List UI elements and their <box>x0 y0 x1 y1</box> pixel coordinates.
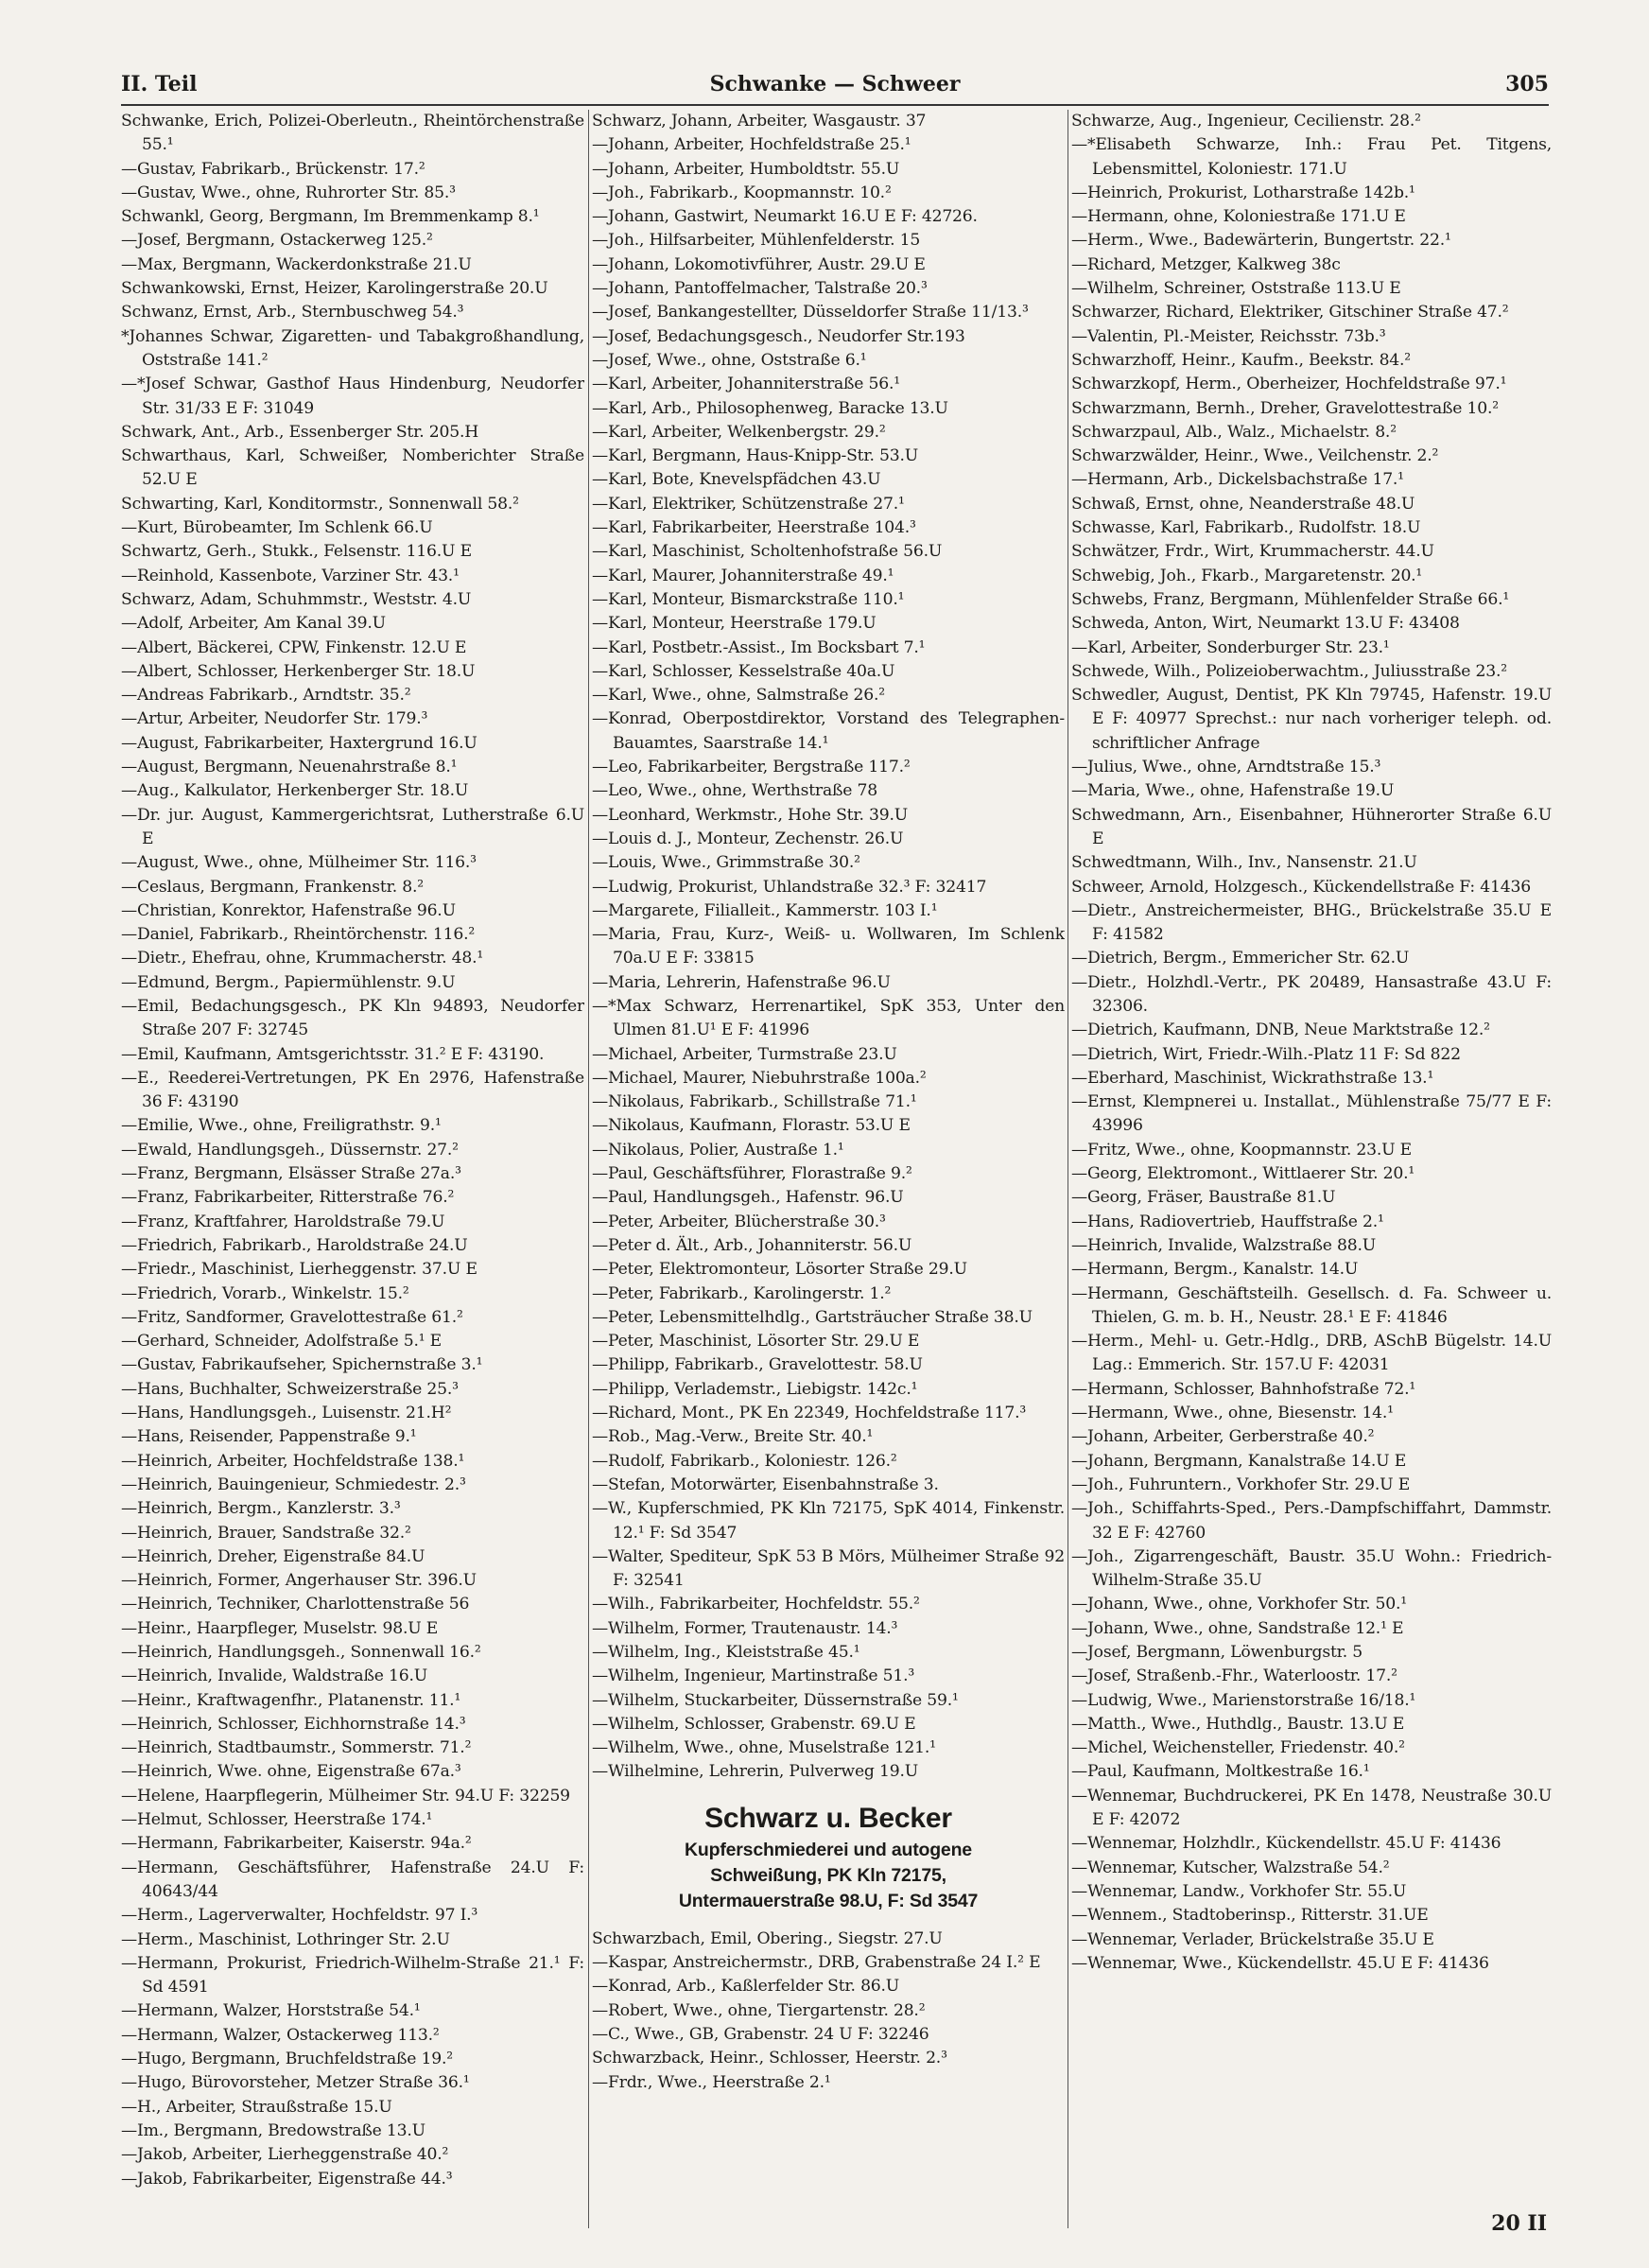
directory-entry: —Heinrich, Bauingenieur, Schmiedestr. 2.³ <box>121 1474 466 1494</box>
directory-entry: —Peter d. Ält., Arb., Johanniterstr. 56.U <box>592 1235 912 1255</box>
directory-entry: —Ewald, Handlungsgeh., Düssernstr. 27.² <box>121 1140 459 1160</box>
directory-entry: Schwätzer, Frdr., Wirt, Krummacherstr. 44.U <box>1071 542 1434 562</box>
directory-entry: —Gustav, Wwe., ohne, Ruhrorter Str. 85.³ <box>121 183 456 202</box>
directory-entry: —Philipp, Fabrikarb., Gravelottestr. 58.U <box>592 1355 923 1375</box>
directory-entry: —Heinrich, Techniker, Charlottenstraße 56 <box>121 1595 470 1614</box>
directory-entry: —Dietrich, Wirt, Friedr.-Wilh.-Platz 11 F: Sd 822 <box>1071 1044 1461 1064</box>
directory-entry: —Heinrich, Invalide, Walzstraße 88.U <box>1071 1235 1377 1255</box>
directory-entry: —Paul, Geschäftsführer, Florastraße 9.² <box>592 1164 912 1184</box>
directory-entry: —Eberhard, Maschinist, Wickrathstraße 13.¹ <box>1071 1068 1434 1088</box>
directory-entry: —Peter, Arbeiter, Blücherstraße 30.³ <box>592 1212 886 1231</box>
directory-entry: —Hans, Buchhalter, Schweizerstraße 25.³ <box>121 1379 459 1399</box>
directory-entry: —Dietrich, Kaufmann, DNB, Neue Marktstraße 12.² <box>1071 1021 1490 1040</box>
directory-entry: —Heinrich, Brauer, Sandstraße 32.² <box>121 1523 411 1543</box>
directory-entry: —Dietrich, Bergm., Emmericher Str. 62.U <box>1071 949 1410 968</box>
directory-entry: —Konrad, Oberpostdirektor, Vorstand des Telegraphen-Bauamtes, Saarstraße 14.¹ <box>592 709 1065 753</box>
advertisement-line: Kupferschmiederei und autogene <box>685 1839 972 1860</box>
directory-entry: —Gustav, Fabrikarb., Brückenstr. 17.² <box>121 159 425 179</box>
directory-entry: —Peter, Maschinist, Lösorter Str. 29.U E <box>592 1332 920 1352</box>
directory-entry: —Wennemar, Kutscher, Walzstraße 54.² <box>1071 1858 1390 1877</box>
directory-entry: —August, Fabrikarbeiter, Haxtergrund 16.U <box>121 733 477 753</box>
directory-entry: —Johann, Arbeiter, Gerberstraße 40.² <box>1071 1427 1375 1447</box>
directory-entry: —Leo, Fabrikarbeiter, Bergstraße 117.² <box>592 758 911 777</box>
directory-entry: —Peter, Fabrikarb., Karolingerstr. 1.² <box>592 1283 892 1303</box>
directory-entry: —Wennemar, Buchdruckerei, PK En 1478, Neustraße 30.U E F: 42072 <box>1071 1786 1552 1830</box>
directory-entry: —August, Wwe., ohne, Mülheimer Str. 116.³ <box>121 853 477 873</box>
directory-entry: Schwarze, Aug., Ingenieur, Cecilienstr. 28.² <box>1071 112 1421 131</box>
directory-entry: —Ceslaus, Bergmann, Frankenstr. 8.² <box>121 877 424 897</box>
directory-entry: Schwarzkopf, Herm., Oberheizer, Hochfeldstraße 97.¹ <box>1071 375 1507 394</box>
directory-entry: —Joh., Schiffahrts-Sped., Pers.-Dampfschiffahrt, Dammstr. 32 E F: 42760 <box>1071 1499 1552 1543</box>
signature-mark: 20 II <box>1491 2211 1547 2236</box>
directory-entry: —Nikolaus, Polier, Austraße 1.¹ <box>592 1140 844 1160</box>
directory-entry: Schwark, Ant., Arb., Essenberger Str. 205.H <box>121 422 479 442</box>
directory-entry: —Karl, Fabrikarbeiter, Heerstraße 104.³ <box>592 518 916 538</box>
directory-entry: —Emilie, Wwe., ohne, Freiligrathstr. 9.¹ <box>121 1116 442 1136</box>
directory-entry: —Richard, Metzger, Kalkweg 38c <box>1071 254 1341 274</box>
directory-entry: Schwarz, Adam, Schuhmmstr., Weststr. 4.U <box>121 589 472 609</box>
directory-entry: —Adolf, Arbeiter, Am Kanal 39.U <box>121 614 386 634</box>
directory-entry: —Jakob, Arbeiter, Lierheggenstraße 40.² <box>121 2145 449 2165</box>
directory-entry: —Andreas Fabrikarb., Arndtstr. 35.² <box>121 686 411 706</box>
directory-entry: Schwankowski, Ernst, Heizer, Karolingerstraße 20.U <box>121 279 548 299</box>
directory-entry: —Frdr., Wwe., Heerstraße 2.¹ <box>592 2072 831 2092</box>
directory-entry: —Hermann, Prokurist, Friedrich-Wilhelm-Straße 21.¹ F: Sd 4591 <box>121 1953 584 1998</box>
directory-entry: Schweer, Arnold, Holzgesch., Kückendellstraße F: 41436 <box>1071 877 1531 897</box>
directory-entry: —Konrad, Arb., Kaßlerfelder Str. 86.U <box>592 1977 900 1997</box>
directory-entry: —Helmut, Schlosser, Heerstraße 174.¹ <box>121 1810 433 1830</box>
directory-entry: —Josef, Bergmann, Ostackerweg 125.² <box>121 231 433 251</box>
directory-entry: —Hermann, Geschäftsteilh. Gesellsch. d. Fa. Schweer u. Thielen, G. m. b. H., Neustr. 28.¹ E F: 41846 <box>1071 1283 1552 1327</box>
directory-entry: Schwanke, Erich, Polizei-Oberleutn., Rheintörchenstraße 55.¹ <box>121 112 584 155</box>
directory-entry: —Leonhard, Werkmstr., Hohe Str. 39.U <box>592 805 909 825</box>
directory-entry: —Maria, Frau, Kurz-, Weiß- u. Wollwaren, Im Schlenk 70a.U E F: 33815 <box>592 925 1065 968</box>
directory-entry: —Herm., Mehl- u. Getr.-Hdlg., DRB, ASchB Bügelstr. 14.U Lag.: Emmerich. Str. 157.U F: 42031 <box>1071 1332 1552 1375</box>
entries-bottom <box>592 1928 1065 2095</box>
directory-entry: *Johannes Schwar, Zigaretten- und Tabakgroßhandlung, Oststraße 141.² <box>121 326 584 370</box>
directory-entry: —Gustav, Fabrikaufseher, Spichernstraße 3.¹ <box>121 1355 483 1375</box>
directory-entry: —Dietr., Holzhdl.-Vertr., PK 20489, Hansastraße 43.U F: 32306. <box>1071 972 1552 1016</box>
entries-top <box>592 110 1065 1785</box>
header-rule <box>121 104 1549 106</box>
directory-entry: —Joh., Fabrikarb., Koopmannstr. 10.² <box>592 183 892 202</box>
directory-entry: —Johann, Bergmann, Kanalstraße 14.U E <box>1071 1451 1407 1471</box>
directory-entry: —Louis d. J., Monteur, Zechenstr. 26.U <box>592 829 904 848</box>
directory-entry: —Leo, Wwe., ohne, Werthstraße 78 <box>592 781 877 801</box>
directory-entry: —Ernst, Klempnerei u. Installat., Mühlenstraße 75/77 E F: 43996 <box>1071 1092 1552 1136</box>
directory-entry: Schwedtmann, Wilh., Inv., Nansenstr. 21.U <box>1071 853 1417 873</box>
directory-entry: —Dietr., Anstreichermeister, BHG., Brückelstraße 35.U E F: 41582 <box>1071 900 1552 945</box>
directory-entry: —Georg, Fräser, Baustraße 81.U <box>1071 1188 1336 1208</box>
directory-entry: —Karl, Maschinist, Scholtenhofstraße 56.U <box>592 542 943 562</box>
directory-entry: —Johann, Wwe., ohne, Vorkhofer Str. 50.¹ <box>1071 1595 1407 1614</box>
directory-entry: —Hugo, Bürovorsteher, Metzer Straße 36.¹ <box>121 2073 470 2093</box>
directory-entry: —Herm., Lagerverwalter, Hochfeldstr. 97 I.³ <box>121 1906 478 1926</box>
directory-entry: —Edmund, Bergm., Papiermühlenstr. 9.U <box>121 972 456 992</box>
directory-entry: —Julius, Wwe., ohne, Arndtstraße 15.³ <box>1071 758 1381 777</box>
directory-entry: —Robert, Wwe., ohne, Tiergartenstr. 28.² <box>592 2000 926 2020</box>
directory-entry: —Hermann, Schlosser, Bahnhofstraße 72.¹ <box>1071 1379 1416 1399</box>
directory-entry: —Hans, Radiovertrieb, Hauffstraße 2.¹ <box>1071 1212 1384 1231</box>
directory-entry: —Josef, Bergmann, Löwenburgstr. 5 <box>1071 1643 1363 1662</box>
directory-entry: Schwarthaus, Karl, Schweißer, Nomberichter Straße 52.U E <box>121 446 584 490</box>
directory-entry: —Matth., Wwe., Huthdlg., Baustr. 13.U E <box>1071 1714 1405 1734</box>
directory-entry: Schwarz, Johann, Arbeiter, Wasgaustr. 37 <box>592 112 927 131</box>
directory-entry: —H., Arbeiter, Straußstraße 15.U <box>121 2097 392 2117</box>
column-left <box>121 110 584 2228</box>
directory-entry: —Heinrich, Former, Angerhauser Str. 396.U <box>121 1571 477 1591</box>
directory-entry: Schwanz, Ernst, Arb., Sternbuschweg 54.³ <box>121 303 464 323</box>
directory-entry: —Dietr., Ehefrau, ohne, Krummacherstr. 48.¹ <box>121 949 484 968</box>
directory-entry: —Karl, Arbeiter, Sonderburger Str. 23.¹ <box>1071 637 1390 657</box>
directory-entry: —Paul, Kaufmann, Moltkestraße 16.¹ <box>1071 1762 1370 1782</box>
directory-entry: —Josef, Bedachungsgesch., Neudorfer Str.193 <box>592 326 965 346</box>
directory-entry: —Heinrich, Arbeiter, Hochfeldstraße 138.¹ <box>121 1451 465 1471</box>
directory-entry: —Valentin, Pl.-Meister, Reichsstr. 73b.³ <box>1071 326 1386 346</box>
directory-entry: —Wilh., Fabrikarbeiter, Hochfeldstr. 55.² <box>592 1595 920 1614</box>
directory-entry: Schwedmann, Arn., Eisenbahner, Hühnerorter Straße 6.U E <box>1071 805 1552 848</box>
directory-entry: —Philipp, Verlademstr., Liebigstr. 142c.¹ <box>592 1379 918 1399</box>
directory-entry: —Jakob, Fabrikarbeiter, Eigenstraße 44.³ <box>121 2169 453 2189</box>
directory-entry: —Karl, Arb., Philosophenweg, Baracke 13.U <box>592 398 948 418</box>
directory-entry: —Hermann, Fabrikarbeiter, Kaiserstr. 94a.² <box>121 1834 472 1854</box>
directory-entry: —Karl, Bergmann, Haus-Knipp-Str. 53.U <box>592 446 919 466</box>
directory-entry: —Johann, Gastwirt, Neumarkt 16.U E F: 42726. <box>592 207 978 227</box>
advertisement-title: Schwarz u. Becker <box>704 1802 952 1834</box>
directory-entry: —Max, Bergmann, Wackerdonkstraße 21.U <box>121 254 472 274</box>
directory-entry: —Heinr., Kraftwagenfhr., Platanenstr. 11.¹ <box>121 1690 461 1710</box>
directory-entry: —Walter, Spediteur, SpK 53 B Mörs, Mülheimer Straße 92 F: 32541 <box>592 1546 1065 1591</box>
directory-entry: —Stefan, Motorwärter, Eisenbahnstraße 3. <box>592 1474 939 1494</box>
directory-entry: —Im., Bergmann, Bredowstraße 13.U <box>121 2120 425 2140</box>
directory-entry: —Fritz, Sandformer, Gravelottestraße 61.² <box>121 1307 463 1327</box>
directory-entry: —Dr. jur. August, Kammergerichtsrat, Lutherstraße 6.U E <box>121 805 584 848</box>
directory-entry: —Heinrich, Prokurist, Lotharstraße 142b.¹ <box>1071 183 1415 202</box>
directory-entry: —Karl, Wwe., ohne, Salmstraße 26.² <box>592 686 885 706</box>
directory-entry: —Albert, Schlosser, Herkenberger Str. 18.U <box>121 661 476 681</box>
directory-entry: —Franz, Kraftfahrer, Haroldstraße 79.U <box>121 1212 445 1231</box>
directory-entry: —Heinrich, Dreher, Eigenstraße 84.U <box>121 1546 425 1566</box>
directory-entry: —*Max Schwarz, Herrenartikel, SpK 353, Unter den Ulmen 81.U¹ E F: 41996 <box>592 996 1065 1040</box>
section-label: II. Teil <box>121 72 198 96</box>
directory-entry: —Hermann, Geschäftsführer, Hafenstraße 24.U F: 40643/44 <box>121 1858 584 1901</box>
directory-entry: —Louis, Wwe., Grimmstraße 30.² <box>592 853 860 873</box>
directory-entry: —Heinrich, Schlosser, Eichhornstraße 14.³ <box>121 1714 466 1734</box>
directory-entry: —Kurt, Bürobeamter, Im Schlenk 66.U <box>121 518 433 538</box>
directory-entry: —Nikolaus, Fabrikarb., Schillstraße 71.¹ <box>592 1092 917 1112</box>
directory-entry: —August, Bergmann, Neuenahrstraße 8.¹ <box>121 758 458 777</box>
directory-entry: —Hermann, Wwe., ohne, Biesenstr. 14.¹ <box>1071 1404 1394 1423</box>
directory-entry: Schwarzbach, Emil, Obering., Siegstr. 27.U <box>592 1928 943 1948</box>
directory-entry: —Friedr., Maschinist, Lierheggenstr. 37.U E <box>121 1260 477 1280</box>
directory-entry: —Joh., Hilfsarbeiter, Mühlenfelderstr. 15 <box>592 231 921 251</box>
directory-entry: —Heinrich, Handlungsgeh., Sonnenwall 16.² <box>121 1643 481 1662</box>
directory-entry: —Ludwig, Prokurist, Uhlandstraße 32.³ F: 32417 <box>592 877 987 897</box>
directory-entry: —Hugo, Bergmann, Bruchfeldstraße 19.² <box>121 2050 453 2069</box>
directory-entry: —Wilhelm, Schlosser, Grabenstr. 69.U E <box>592 1714 916 1734</box>
directory-entry: —Herm., Maschinist, Lothringer Str. 2.U <box>121 1929 450 1949</box>
directory-entry: —Karl, Schlosser, Kesselstraße 40a.U <box>592 661 895 681</box>
directory-entry: —Karl, Arbeiter, Johanniterstraße 56.¹ <box>592 375 900 394</box>
advertisement-line: Untermauerstraße 98.U, F: Sd 3547 <box>678 1890 979 1911</box>
advertisement-line: Schweißung, PK Kln 72175, <box>710 1864 946 1886</box>
directory-entry: —*Elisabeth Schwarze, Inh.: Frau Pet. Titgens, Lebensmittel, Koloniestr. 171.U <box>1071 135 1552 179</box>
directory-entry: —*Josef Schwar, Gasthof Haus Hindenburg, Neudorfer Str. 31/33 E F: 31049 <box>121 375 584 418</box>
directory-entry: Schwebig, Joh., Fkarb., Margaretenstr. 20.¹ <box>1071 566 1423 585</box>
directory-entry: —Hans, Handlungsgeh., Luisenstr. 21.H² <box>121 1404 452 1423</box>
directory-entry: Schwarzhoff, Heinr., Kaufm., Beekstr. 84.² <box>1071 350 1411 370</box>
directory-entry: —Hermann, ohne, Koloniestraße 171.U E <box>1071 207 1406 227</box>
directory-entry: —W., Kupferschmied, PK Kln 72175, SpK 4014, Finkenstr. 12.¹ F: Sd 3547 <box>592 1499 1065 1543</box>
column-divider <box>588 110 589 2228</box>
directory-entry: —Franz, Fabrikarbeiter, Ritterstraße 76.² <box>121 1188 455 1208</box>
directory-entry: —Josef, Wwe., ohne, Oststraße 6.¹ <box>592 350 867 370</box>
directory-entry: Schwarting, Karl, Konditormstr., Sonnenwall 58.² <box>121 494 519 514</box>
directory-entry: —Wilhelm, Wwe., ohne, Muselstraße 121.¹ <box>592 1738 936 1758</box>
directory-entry: —Michael, Maurer, Niebuhrstraße 100a.² <box>592 1068 927 1088</box>
directory-entry: —Maria, Lehrerin, Hafenstraße 96.U <box>592 972 891 992</box>
directory-entry: —Heinr., Haarpfleger, Muselstr. 98.U E <box>121 1618 439 1638</box>
directory-entry: —Wilhelmine, Lehrerin, Pulverweg 19.U <box>592 1762 918 1782</box>
directory-entry: —Joh., Zigarrengeschäft, Baustr. 35.U Wohn.: Friedrich-Wilhelm-Straße 35.U <box>1071 1546 1552 1591</box>
directory-entry: —Karl, Monteur, Bismarckstraße 110.¹ <box>592 589 905 609</box>
directory-entry: Schwarzmann, Bernh., Dreher, Gravelottestraße 10.² <box>1071 398 1499 418</box>
directory-entry: —Heinrich, Bergm., Kanzlerstr. 3.³ <box>121 1499 401 1519</box>
directory-entry: Schwebs, Franz, Bergmann, Mühlenfelder Straße 66.¹ <box>1071 589 1510 609</box>
directory-entry: —Karl, Maurer, Johanniterstraße 49.¹ <box>592 566 894 585</box>
directory-entry: —C., Wwe., GB, Grabenstr. 24 U F: 32246 <box>592 2024 929 2044</box>
directory-entry: Schwarzwälder, Heinr., Wwe., Veilchenstr. 2.² <box>1071 446 1439 466</box>
directory-entry: Schwaß, Ernst, ohne, Neanderstraße 48.U <box>1071 494 1415 514</box>
directory-entry: Schwarzer, Richard, Elektriker, Gitschiner Straße 47.² <box>1071 303 1509 323</box>
directory-entry: —Ludwig, Wwe., Marienstorstraße 16/18.¹ <box>1071 1690 1416 1710</box>
page-number: 305 <box>1505 72 1549 96</box>
directory-entry: Schwede, Wilh., Polizeioberwachtm., Juliusstraße 23.² <box>1071 661 1507 681</box>
directory-entry: —Karl, Elektriker, Schützenstraße 27.¹ <box>592 494 905 514</box>
directory-entry: —Hermann, Arb., Dickelsbachstraße 17.¹ <box>1071 470 1404 490</box>
running-title: Schwanke — Schweer <box>709 72 961 96</box>
directory-entry: —Johann, Lokomotivführer, Austr. 29.U E <box>592 254 926 274</box>
directory-entry: —Johann, Wwe., ohne, Sandstraße 12.¹ E <box>1071 1618 1404 1638</box>
directory-entry: —Reinhold, Kassenbote, Varziner Str. 43.¹ <box>121 566 460 585</box>
directory-entry: —Margarete, Filialleit., Kammerstr. 103 I.¹ <box>592 900 938 920</box>
advertisement <box>592 1800 1065 1914</box>
directory-entry: —Nikolaus, Kaufmann, Florastr. 53.U E <box>592 1116 911 1136</box>
directory-entry: —Josef, Straßenb.-Fhr., Waterloostr. 17.² <box>1071 1666 1397 1686</box>
directory-entry: Schweda, Anton, Wirt, Neumarkt 13.U F: 43408 <box>1071 614 1460 634</box>
page-header <box>121 66 1549 108</box>
directory-entry: —Karl, Postbetr.-Assist., Im Bocksbart 7.¹ <box>592 637 926 657</box>
directory-entry: —Albert, Bäckerei, CPW, Finkenstr. 12.U E <box>121 637 467 657</box>
directory-entry: —Heinrich, Wwe. ohne, Eigenstraße 67a.³ <box>121 1762 461 1782</box>
directory-entry: —Christian, Konrektor, Hafenstraße 96.U <box>121 900 456 920</box>
directory-entry: —Franz, Bergmann, Elsässer Straße 27a.³ <box>121 1164 461 1184</box>
directory-entry: —E., Reederei-Vertretungen, PK En 2976, Hafenstraße 36 F: 43190 <box>121 1068 584 1112</box>
directory-entry: —Josef, Bankangestellter, Düsseldorfer Straße 11/13.³ <box>592 303 1029 323</box>
directory-entry: —Daniel, Fabrikarb., Rheintörchenstr. 116.² <box>121 925 476 945</box>
directory-entry: —Hermann, Walzer, Ostackerweg 113.² <box>121 2025 440 2045</box>
directory-entry: —Wilhelm, Stuckarbeiter, Düssernstraße 59.¹ <box>592 1690 959 1710</box>
directory-entry: —Aug., Kalkulator, Herkenberger Str. 18.U <box>121 781 469 801</box>
directory-entry: —Emil, Kaufmann, Amtsgerichtsstr. 31.² E F: 43190. <box>121 1044 545 1064</box>
directory-entry: —Joh., Fuhruntern., Vorkhofer Str. 29.U E <box>1071 1474 1411 1494</box>
directory-entry: —Karl, Monteur, Heerstraße 179.U <box>592 614 877 634</box>
directory-entry: —Richard, Mont., PK En 22349, Hochfeldstraße 117.³ <box>592 1404 1027 1423</box>
directory-entry: —Peter, Lebensmittelhdlg., Gartsträucher Straße 38.U <box>592 1307 1033 1327</box>
directory-entry: —Helene, Haarpflegerin, Mülheimer Str. 94.U F: 32259 <box>121 1786 570 1806</box>
directory-entry: —Hermann, Bergm., Kanalstr. 14.U <box>1071 1260 1359 1280</box>
directory-entry: Schwartz, Gerh., Stukk., Felsenstr. 116.U E <box>121 542 472 562</box>
directory-entry: —Wennemar, Wwe., Kückendellstr. 45.U E F: 41436 <box>1071 1953 1489 1973</box>
directory-entry: —Wennemar, Landw., Vorkhofer Str. 55.U <box>1071 1881 1407 1901</box>
column-middle <box>592 110 1065 2228</box>
directory-entry: —Rob., Mag.-Verw., Breite Str. 40.¹ <box>592 1427 874 1447</box>
directory-entry: —Wilhelm, Ing., Kleiststraße 45.¹ <box>592 1643 860 1662</box>
directory-entry: —Wennem., Stadtoberinsp., Ritterstr. 31.UE <box>1071 1906 1429 1926</box>
directory-entry: —Maria, Wwe., ohne, Hafenstraße 19.U <box>1071 781 1395 801</box>
directory-entry: —Gerhard, Schneider, Adolfstraße 5.¹ E <box>121 1332 443 1352</box>
directory-entry: —Karl, Arbeiter, Welkenbergstr. 29.² <box>592 422 886 442</box>
directory-entry: —Herm., Wwe., Badewärterin, Bungertstr. 22.¹ <box>1071 231 1451 251</box>
directory-entry: —Wennemar, Verlader, Brückelstraße 35.U E <box>1071 1929 1434 1949</box>
directory-entry: —Heinrich, Stadtbaumstr., Sommerstr. 71.² <box>121 1738 472 1758</box>
directory-entry: —Johann, Pantoffelmacher, Talstraße 20.³ <box>592 279 928 299</box>
directory-entry: Schwarzpaul, Alb., Walz., Michaelstr. 8.² <box>1071 422 1397 442</box>
directory-entry: —Wilhelm, Former, Trautenaustr. 14.³ <box>592 1618 898 1638</box>
directory-entry: —Artur, Arbeiter, Neudorfer Str. 179.³ <box>121 709 428 729</box>
directory-entry: —Emil, Bedachungsgesch., PK Kln 94893, Neudorfer Straße 207 F: 32745 <box>121 996 584 1040</box>
directory-entry: —Wilhelm, Ingenieur, Martinstraße 51.³ <box>592 1666 915 1686</box>
directory-entry: —Wennemar, Holzhdlr., Kückendellstr. 45.U F: 41436 <box>1071 1834 1501 1854</box>
directory-entry: —Friedrich, Vorarb., Winkelstr. 15.² <box>121 1283 409 1303</box>
directory-entry: —Friedrich, Fabrikarb., Haroldstraße 24.U <box>121 1235 468 1255</box>
directory-entry: Schwedler, August, Dentist, PK Kln 79745, Hafenstr. 19.U E F: 40977 Sprechst.: nur nach vorheriger teleph. od. schriftlicher Anfrage <box>1071 686 1552 753</box>
directory-entry: Schwankl, Georg, Bergmann, Im Bremmenkamp 8.¹ <box>121 207 540 227</box>
directory-entry: —Fritz, Wwe., ohne, Koopmannstr. 23.U E <box>1071 1140 1413 1160</box>
directory-entry: —Kaspar, Anstreichermstr., DRB, Grabenstraße 24 I.² E <box>592 1953 1041 1973</box>
column-right <box>1071 110 1552 2228</box>
directory-entry: —Wilhelm, Schreiner, Oststraße 113.U E <box>1071 279 1401 299</box>
directory-entry: —Peter, Elektromonteur, Lösorter Straße 29.U <box>592 1260 967 1280</box>
directory-entry: —Heinrich, Invalide, Waldstraße 16.U <box>121 1666 428 1686</box>
directory-entry: —Rudolf, Fabrikarb., Koloniestr. 126.² <box>592 1451 897 1471</box>
directory-entry: —Michel, Weichensteller, Friedenstr. 40.² <box>1071 1738 1405 1758</box>
directory-entry: —Hermann, Walzer, Horststraße 54.¹ <box>121 2001 421 2021</box>
directory-entry: —Michael, Arbeiter, Turmstraße 23.U <box>592 1044 897 1064</box>
directory-entry: —Johann, Arbeiter, Humboldtstr. 55.U <box>592 159 900 179</box>
directory-entry: Schwasse, Karl, Fabrikarb., Rudolfstr. 18.U <box>1071 518 1421 538</box>
directory-entry: —Johann, Arbeiter, Hochfeldstraße 25.¹ <box>592 135 911 155</box>
directory-entry: Schwarzback, Heinr., Schlosser, Heerstr. 2.³ <box>592 2049 947 2068</box>
directory-entry: —Georg, Elektromont., Wittlaerer Str. 20.¹ <box>1071 1164 1415 1184</box>
directory-entry: —Karl, Bote, Knevelspfädchen 43.U <box>592 470 881 490</box>
directory-entry: —Paul, Handlungsgeh., Hafenstr. 96.U <box>592 1188 904 1208</box>
directory-entry: —Hans, Reisender, Pappenstraße 9.¹ <box>121 1427 417 1447</box>
